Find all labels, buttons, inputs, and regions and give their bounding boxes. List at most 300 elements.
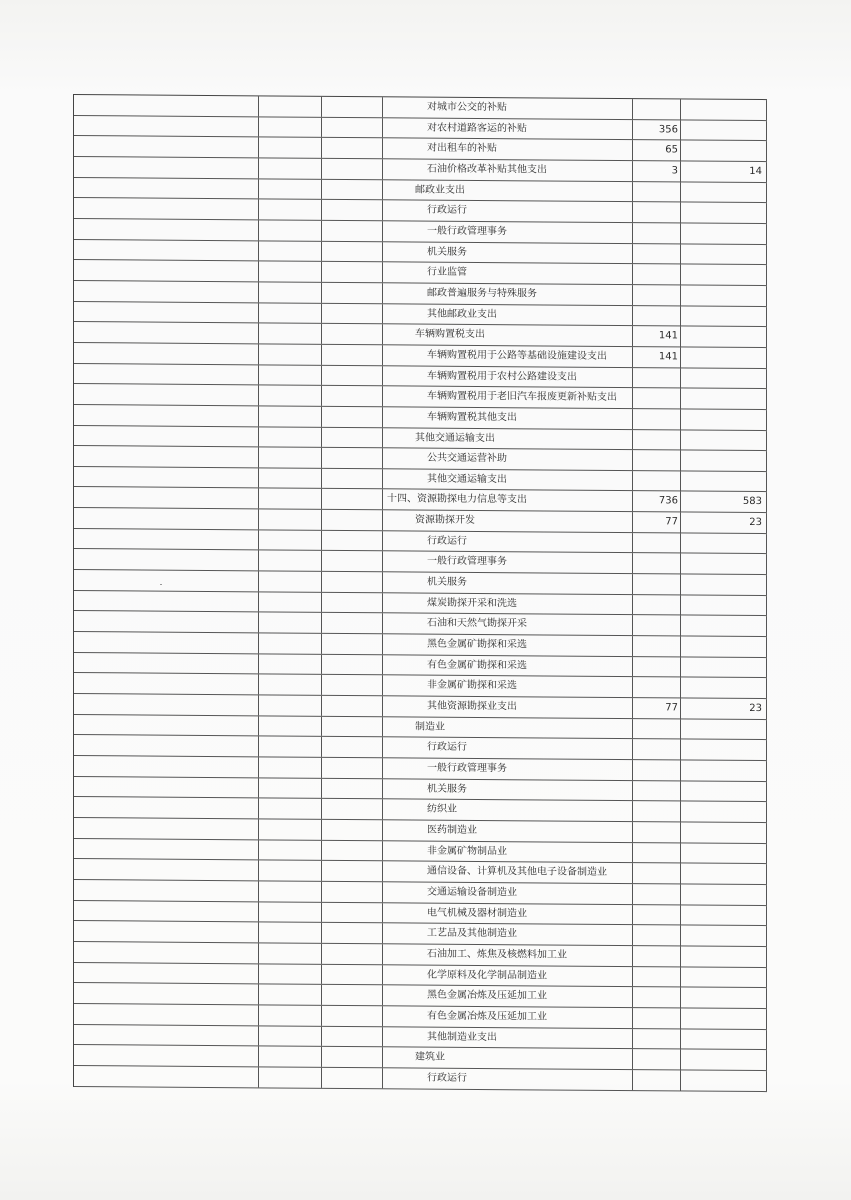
amount-cell xyxy=(633,99,681,119)
item-label: 机关服务 xyxy=(427,246,467,258)
blank-cell xyxy=(259,96,322,116)
amount-cell-2 xyxy=(681,1008,767,1028)
blank-cell xyxy=(322,593,383,613)
blank-cell xyxy=(322,489,383,509)
code-cell xyxy=(74,921,259,942)
blank-cell xyxy=(259,592,322,612)
amount-cell-2 xyxy=(681,760,767,780)
code-cell xyxy=(74,942,259,963)
amount-cell-2 xyxy=(681,285,767,305)
code-cell xyxy=(74,901,259,922)
amount-cell-2 xyxy=(681,719,767,739)
amount-cell-2 xyxy=(681,678,767,698)
code-cell xyxy=(74,95,259,116)
amount-cell-2 xyxy=(681,471,767,491)
blank-cell xyxy=(259,778,322,798)
blank-cell xyxy=(259,303,322,323)
amount-cell xyxy=(633,925,681,945)
blank-cell xyxy=(259,613,322,633)
amount-cell-2 xyxy=(681,657,767,677)
code-cell xyxy=(74,508,259,529)
blank-cell xyxy=(322,386,383,406)
blank-cell xyxy=(322,531,383,551)
amount-cell-2 xyxy=(681,306,767,326)
blank-cell xyxy=(322,696,383,716)
blank-cell xyxy=(259,509,322,529)
item-label: 对农村道路客运的补贴 xyxy=(427,122,527,134)
amount-cell: 141 xyxy=(633,347,681,367)
code-cell xyxy=(74,1025,259,1046)
blank-cell xyxy=(259,985,322,1005)
item-label: 行政运行 xyxy=(427,204,467,217)
item-name-cell xyxy=(383,386,633,407)
item-name-cell xyxy=(383,779,633,800)
blank-cell xyxy=(259,571,322,591)
blank-cell xyxy=(259,220,322,240)
code-cell xyxy=(74,694,259,715)
blank-cell xyxy=(322,448,383,468)
amount-cell-2 xyxy=(681,554,767,574)
item-label: 石油加工、炼焦及核燃料加工业 xyxy=(427,948,567,961)
code-cell xyxy=(74,384,259,405)
code-cell xyxy=(74,777,259,798)
amount-cell-2 xyxy=(681,1029,767,1049)
blank-cell xyxy=(259,902,322,922)
item-name-cell xyxy=(383,469,633,490)
code-cell xyxy=(74,198,259,219)
blank-cell xyxy=(259,799,322,819)
item-name-cell xyxy=(383,531,633,552)
item-label: 行政运行 xyxy=(427,741,467,754)
item-name-cell xyxy=(383,221,633,242)
amount-cell-2 xyxy=(681,244,767,264)
code-cell xyxy=(74,963,259,984)
code-cell xyxy=(74,281,259,302)
scan-speck xyxy=(160,584,162,585)
blank-cell xyxy=(259,241,322,261)
blank-cell xyxy=(322,345,383,365)
amount-cell xyxy=(633,636,681,656)
blank-cell xyxy=(259,489,322,509)
item-label: 电气机械及器材制造业 xyxy=(427,907,527,919)
item-label: 纺织业 xyxy=(427,803,457,816)
item-label: 制造业 xyxy=(415,721,445,733)
item-name-cell xyxy=(383,1027,633,1048)
code-cell xyxy=(74,405,259,426)
code-cell xyxy=(74,839,259,860)
item-label: 交通运输设备制造业 xyxy=(427,886,517,899)
blank-cell xyxy=(322,283,383,303)
amount-cell-2 xyxy=(681,595,767,615)
item-label: 行业监管 xyxy=(427,266,467,279)
blank-cell xyxy=(322,820,383,840)
amount-cell: 356 xyxy=(633,120,681,140)
amount-cell xyxy=(633,1049,681,1069)
amount-cell xyxy=(633,719,681,739)
amount-cell xyxy=(633,822,681,842)
blank-cell xyxy=(259,200,322,220)
amount-cell xyxy=(633,285,681,305)
blank-cell xyxy=(259,1047,322,1067)
item-name-cell xyxy=(383,345,633,366)
amount-cell xyxy=(633,739,681,759)
budget-table xyxy=(73,94,767,1092)
blank-cell xyxy=(322,758,383,778)
amount-cell xyxy=(633,677,681,697)
item-label: 工艺品及其他制造业 xyxy=(427,927,517,940)
item-name-cell xyxy=(383,180,633,201)
amount-cell xyxy=(633,306,681,326)
blank-cell xyxy=(322,572,383,592)
blank-cell xyxy=(322,221,383,241)
amount-cell xyxy=(633,574,681,594)
amount-cell: 141 xyxy=(633,326,681,346)
blank-cell xyxy=(322,427,383,447)
amount-cell: 736 xyxy=(633,492,681,512)
amount-cell xyxy=(633,946,681,966)
code-cell xyxy=(74,219,259,240)
code-cell xyxy=(74,611,259,632)
blank-cell xyxy=(322,675,383,695)
code-cell xyxy=(74,240,259,261)
blank-cell xyxy=(259,654,322,674)
blank-cell xyxy=(259,324,322,344)
item-name-cell xyxy=(383,428,633,449)
item-label: 其他交通运输支出 xyxy=(415,432,495,444)
item-name-cell xyxy=(383,862,633,883)
blank-cell xyxy=(322,324,383,344)
code-cell xyxy=(74,549,259,570)
amount-cell-2 xyxy=(681,430,767,450)
blank-cell xyxy=(322,778,383,798)
blank-cell xyxy=(259,344,322,364)
blank-cell xyxy=(322,117,383,137)
amount-cell xyxy=(633,554,681,574)
blank-cell xyxy=(322,97,383,117)
amount-cell xyxy=(633,223,681,243)
amount-cell xyxy=(633,801,681,821)
code-cell xyxy=(74,302,259,323)
item-label: 非金属矿物制品业 xyxy=(427,845,507,857)
blank-cell xyxy=(259,138,322,158)
blank-cell xyxy=(259,943,322,963)
item-name-cell xyxy=(383,800,633,821)
item-name-cell xyxy=(383,283,633,304)
code-cell xyxy=(74,673,259,694)
blank-cell xyxy=(322,303,383,323)
code-cell xyxy=(74,1004,259,1025)
code-cell xyxy=(74,364,259,385)
amount-cell-2 xyxy=(681,843,767,863)
blank-cell xyxy=(322,407,383,427)
amount-cell-2 xyxy=(681,223,767,243)
amount-cell-2 xyxy=(681,203,767,223)
amount-cell-2 xyxy=(681,327,767,347)
code-cell xyxy=(74,343,259,364)
item-label: 一般行政管理事务 xyxy=(427,225,507,238)
item-name-cell xyxy=(383,304,633,325)
code-cell xyxy=(74,880,259,901)
table-row xyxy=(74,1066,767,1092)
item-label: 公共交通运营补助 xyxy=(427,452,507,465)
code-cell xyxy=(74,446,259,467)
code-cell xyxy=(74,632,259,653)
item-name-cell xyxy=(383,324,633,345)
amount-cell xyxy=(633,1070,681,1090)
amount-cell xyxy=(633,1029,681,1049)
blank-cell xyxy=(322,861,383,881)
blank-cell xyxy=(322,737,383,757)
amount-cell-2: 583 xyxy=(681,492,767,512)
amount-cell xyxy=(633,1008,681,1028)
blank-cell xyxy=(259,964,322,984)
item-label: 有色金属矿勘探和采选 xyxy=(427,659,527,672)
code-cell xyxy=(74,529,259,550)
item-name-cell xyxy=(383,242,633,263)
item-label: 有色金属冶炼及压延加工业 xyxy=(427,1010,547,1023)
item-name-cell xyxy=(383,490,633,511)
amount-cell xyxy=(633,595,681,615)
amount-cell xyxy=(633,450,681,470)
code-cell xyxy=(74,260,259,281)
code-cell xyxy=(74,136,259,157)
amount-cell xyxy=(633,781,681,801)
blank-cell xyxy=(259,406,322,426)
blank-cell xyxy=(259,923,322,943)
blank-cell xyxy=(322,241,383,261)
blank-cell xyxy=(322,510,383,530)
amount-cell-2 xyxy=(681,988,767,1008)
item-label: 化学原料及化学制品制造业 xyxy=(427,969,547,982)
amount-cell: 65 xyxy=(633,140,681,160)
blank-cell xyxy=(259,1067,322,1087)
item-label: 医药制造业 xyxy=(427,824,477,836)
blank-cell xyxy=(259,1005,322,1025)
item-name-cell xyxy=(383,614,633,635)
blank-cell xyxy=(259,633,322,653)
blank-cell xyxy=(259,468,322,488)
item-label: 其他邮政业支出 xyxy=(427,308,497,320)
blank-cell xyxy=(259,262,322,282)
blank-cell xyxy=(322,262,383,282)
amount-cell xyxy=(633,657,681,677)
blank-cell xyxy=(259,427,322,447)
blank-cell xyxy=(259,530,322,550)
item-name-cell xyxy=(383,696,633,717)
item-name-cell xyxy=(383,552,633,573)
blank-cell xyxy=(259,716,322,736)
blank-cell xyxy=(259,282,322,302)
amount-cell: 77 xyxy=(633,698,681,718)
item-name-cell xyxy=(383,263,633,284)
code-cell xyxy=(74,818,259,839)
blank-cell xyxy=(322,469,383,489)
item-name-cell xyxy=(383,820,633,841)
code-cell xyxy=(74,735,259,756)
code-cell xyxy=(74,1066,259,1087)
blank-cell xyxy=(322,655,383,675)
item-label: 车辆购置税支出 xyxy=(415,328,485,341)
amount-cell xyxy=(633,863,681,883)
blank-cell xyxy=(259,179,322,199)
amount-cell xyxy=(633,264,681,284)
amount-cell-2 xyxy=(681,905,767,925)
item-label: 机关服务 xyxy=(427,576,467,588)
item-name-cell xyxy=(383,882,633,903)
amount-cell-2 xyxy=(681,182,767,202)
amount-cell-2 xyxy=(681,946,767,966)
blank-cell xyxy=(322,882,383,902)
amount-cell xyxy=(633,967,681,987)
blank-cell xyxy=(259,551,322,571)
amount-cell-2 xyxy=(681,926,767,946)
amount-cell xyxy=(633,471,681,491)
amount-cell-2 xyxy=(681,864,767,884)
amount-cell xyxy=(633,182,681,202)
amount-cell-2 xyxy=(681,265,767,285)
blank-cell xyxy=(322,179,383,199)
amount-cell-2 xyxy=(681,120,767,140)
amount-cell-2 xyxy=(681,781,767,801)
blank-cell xyxy=(322,1026,383,1046)
item-label: 车辆购置税其他支出 xyxy=(427,411,517,424)
amount-cell-2 xyxy=(681,368,767,388)
item-name-cell xyxy=(383,985,633,1006)
blank-cell xyxy=(322,717,383,737)
item-name-cell xyxy=(383,510,633,531)
blank-cell xyxy=(259,840,322,860)
code-cell xyxy=(74,157,259,178)
blank-cell xyxy=(259,158,322,178)
blank-cell xyxy=(259,1026,322,1046)
item-name-cell xyxy=(383,965,633,986)
blank-cell xyxy=(322,902,383,922)
item-name-cell xyxy=(383,924,633,945)
item-name-cell xyxy=(383,201,633,222)
item-name-cell xyxy=(383,448,633,469)
item-name-cell xyxy=(383,118,633,139)
blank-cell xyxy=(322,138,383,158)
blank-cell xyxy=(322,944,383,964)
amount-cell-2 xyxy=(681,637,767,657)
amount-cell xyxy=(633,368,681,388)
item-name-cell xyxy=(383,655,633,676)
item-name-cell xyxy=(383,634,633,655)
item-name-cell xyxy=(383,717,633,738)
amount-cell-2 xyxy=(681,575,767,595)
amount-cell xyxy=(633,409,681,429)
blank-cell xyxy=(259,675,322,695)
amount-cell-2 xyxy=(681,141,767,161)
blank-cell xyxy=(322,200,383,220)
amount-cell-2: 14 xyxy=(681,161,767,181)
item-name-cell xyxy=(383,366,633,387)
item-name-cell xyxy=(383,139,633,160)
amount-cell-2 xyxy=(681,967,767,987)
item-label: 石油和天然气勘探开采 xyxy=(427,618,527,630)
code-cell xyxy=(74,570,259,591)
amount-cell xyxy=(633,202,681,222)
amount-cell-2 xyxy=(681,802,767,822)
blank-cell xyxy=(322,985,383,1005)
code-cell xyxy=(74,178,259,199)
item-label: 车辆购置税用于农村公路建设支出 xyxy=(427,370,577,383)
item-label: 建筑业 xyxy=(415,1051,445,1063)
item-name-cell xyxy=(383,159,633,180)
blank-cell xyxy=(322,365,383,385)
item-name-cell xyxy=(383,676,633,697)
blank-cell xyxy=(322,923,383,943)
blank-cell xyxy=(259,117,322,137)
blank-cell xyxy=(259,881,322,901)
blank-cell xyxy=(259,757,322,777)
code-cell xyxy=(74,467,259,488)
blank-cell xyxy=(259,861,322,881)
item-name-cell xyxy=(383,944,633,965)
item-name-cell xyxy=(383,1068,633,1089)
amount-cell-2 xyxy=(681,389,767,409)
amount-cell-2 xyxy=(681,822,767,842)
amount-cell: 77 xyxy=(633,512,681,532)
item-label: 其他制造业支出 xyxy=(427,1031,497,1043)
amount-cell-2 xyxy=(681,99,767,119)
amount-cell-2 xyxy=(681,740,767,760)
amount-cell xyxy=(633,905,681,925)
blank-cell xyxy=(259,448,322,468)
code-cell xyxy=(74,591,259,612)
code-cell xyxy=(74,1045,259,1066)
amount-cell-2 xyxy=(681,616,767,636)
code-cell xyxy=(74,653,259,674)
item-label: 通信设备、计算机及其他电子设备制造业 xyxy=(427,865,607,879)
item-label: 煤炭勘探开采和洗选 xyxy=(427,597,517,610)
item-label: 对城市公交的补贴 xyxy=(427,101,507,114)
item-name-cell xyxy=(383,903,633,924)
code-cell xyxy=(74,116,259,137)
amount-cell: 3 xyxy=(633,161,681,181)
item-name-cell xyxy=(383,97,633,118)
item-label: 一般行政管理事务 xyxy=(427,556,507,568)
amount-cell xyxy=(633,884,681,904)
item-label: 邮政普遍服务与特殊服务 xyxy=(427,287,537,300)
item-label: 石油价格改革补贴其他支出 xyxy=(427,163,547,176)
item-name-cell xyxy=(383,1006,633,1027)
item-label: 非金属矿勘探和采选 xyxy=(427,679,517,692)
amount-cell xyxy=(633,533,681,553)
amount-cell-2: 23 xyxy=(681,513,767,533)
code-cell xyxy=(74,797,259,818)
amount-cell xyxy=(633,987,681,1007)
amount-cell-2 xyxy=(681,1070,767,1090)
blank-cell xyxy=(322,1068,383,1088)
item-label: 车辆购置税用于老旧汽车报废更新补贴支出 xyxy=(427,390,617,404)
item-label: 一般行政管理事务 xyxy=(427,762,507,775)
item-name-cell xyxy=(383,1047,633,1068)
item-label: 车辆购置税用于公路等基础设施建设支出 xyxy=(427,349,607,362)
amount-cell xyxy=(633,388,681,408)
blank-cell xyxy=(259,386,322,406)
code-cell xyxy=(74,859,259,880)
item-label: 其他资源勘探业支出 xyxy=(427,700,517,713)
item-label: 资源勘探开发 xyxy=(415,514,475,527)
blank-cell xyxy=(322,1047,383,1067)
amount-cell-2 xyxy=(681,347,767,367)
blank-cell xyxy=(322,551,383,571)
amount-cell xyxy=(633,760,681,780)
item-label: 行政运行 xyxy=(427,1072,467,1084)
code-cell xyxy=(74,487,259,508)
blank-cell xyxy=(322,159,383,179)
